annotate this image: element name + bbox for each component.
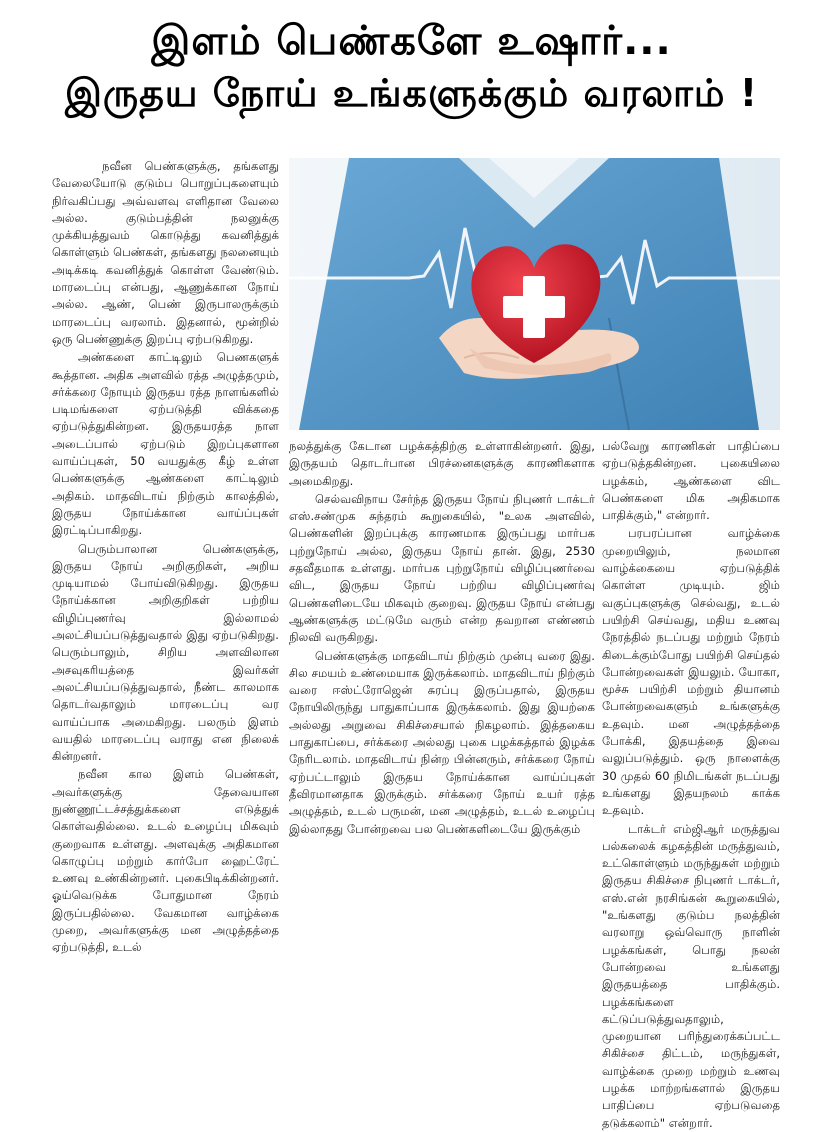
- paragraph: பெரும்பாலான பெண்களுக்கு, இருதய நோய் அறிகுறிகள், அறிய முடியாமல் போய்விடுகிறது. இருதய நோய்க்கான அறிகுறிகள் பற்றிய விழிப்புணர்வு இல்லாமல் அலட்சியப்படுத்துவதால் இது ஏற்படுகிறது. பெரும்பாலும், சிறிய அளவிலான அசவுகரியத்தை இவர்கள் அலட்சியப்படுத்துவதால், நீண்ட காலமாக தொடர்வதாலும் மாரடைப்பு வர வாய்ப்பாக அமைகிறது. பலரும் இளம் வயதில் மாரடைப்பு வராது என நிலைக் கின்றனர்.: [52, 541, 279, 764]
- headline-line-2: இருதய நோய் உங்களுக்கும் வரலாம் !: [64, 71, 759, 115]
- paragraph: பரபரப்பான வாழ்க்கை முறையிலும், நலமான வாழ்க்கையை ஏற்படுத்திக் கொள்ள முடியும். ஜிம் வகுப்புகளுக்கு செல்வது, உடல் பயிற்சி செய்வது, மதிய உணவு நேரத்தில் நடப்பது மற்றும் நேரம் கிடைக்கும்போது பயிற்சி செய்தல் போன்றவைகள் இயலும். யோகா, மூச்சு பயிற்சி மற்றும் தியானம் போன்றவைகளும் உங்களுக்கு உதவும். மன அழுத்தத்தை போக்கி, இதயத்தை இவை வலுப்படுத்தும். ஒரு நாளைக்கு 30 முதல் 60 நிமிடங்கள் நடப்பது உங்களது இதயநலம் காக்க உதவும்.: [602, 526, 780, 818]
- headline-line-1: இளம் பெண்களே உஷார்...: [151, 18, 672, 64]
- article-column-2: [289, 438, 595, 1063]
- paragraph: நலத்துக்கு கேடான பழக்கத்திற்கு உள்ளாகின்றனர். இது, இருதயம் தொடர்பான பிரச்னைகளுக்கு காரணிகளாக அமைகிறது.: [289, 439, 595, 488]
- heart-in-hand-photo: [289, 158, 780, 430]
- article-column-1: [52, 158, 279, 1063]
- paragraph: பல்வேறு காரணிகள் பாதிப்பை ஏற்படுத்தகின்றன. புகையிலை பழக்கம், ஆண்களை விட பெண்களை மிக அதிகமாக பாதிக்கும்," என்றார்.: [602, 439, 780, 523]
- paragraph: நவீன கால இளம் பெண்கள், அவர்களுக்கு தேவையான நுண்ணூட்டச்சத்துக்களை எடுத்துக் கொள்வதில்லை. உடல் உழைப்பு மிகவும் குறைவாக உள்ளது. அளவுக்கு அதிகமான கொழுப்பு மற்றும் கார்போ ஹைட்ரேட் உணவு உண்கின்றனர். புகைபிடிக்கின்றனர். ஓய்வெடுக்க போதுமான நேரம் இருப்பதில்லை. வேகமான வாழ்க்கை முறை, அவர்களுக்கு மன அழுத்தத்தை ஏற்படுத்தி, உடல்: [52, 767, 279, 955]
- paragraph: டாக்டர் எம்ஜிஆர் மருத்துவ பல்கலைக் கழகத்தின் மருத்துவம், உட்கொள்ளும் மருந்துகள் மற்றும் இருதய சிகிச்சை நிபுணர் டாக்டர், எஸ்.என் நரசிங்கன் கூறுகையில், "உங்களது குடும்ப நலத்தின் வரலாறு ஒவ்வொரு நாளின் பழக்கங்கள், பொது நலன் போன்றவை உங்களது இருதயத்தை பாதிக்கும். பழக்கங்களை கட்டுப்படுத்துவதாலும், முறையான பரிந்துரைக்கப்பட்ட சிகிச்சை திட்டம், மருந்துகள், வாழ்க்கை முறை மற்றும் உணவு பழக்க மாற்றங்களால் இருதய பாதிப்பை ஏற்படுவதை தடுக்கலாம்" என்றார்.: [602, 821, 780, 1130]
- article-column-3: [602, 438, 780, 1130]
- paragraph: நவீன பெண்களுக்கு, தங்களது வேலையோடு குடும்ப பொறுப்புகளையும் நிர்வகிப்பது அவ்வளவு எளிதான வேலை அல்ல. குடும்பத்தின் நலனுக்கு முக்கியத்துவம் கொடுத்து கவனித்துக் கொள்ளும் பெண்கள், தங்களது நலனையும் அடிக்கடி கவனித்துக் கொள்ள வேண்டும். மாரடைப்பு என்பது, ஆணுக்கான நோய் அல்ல. ஆண், பெண் இருபாலருக்கும் மாரடைப்பு வரலாம். இதனால், மூன்றில் ஒரு பெண்ணுக்கு இறப்பு ஏற்படுகிறது.: [52, 159, 279, 346]
- headline: [0, 18, 823, 116]
- paragraph: பெண்களுக்கு மாதவிடாய் நிற்கும் முன்பு வரை இது. சில சமயம் உண்மையாக இருக்கலாம். மாதவிடாய் நிற்கும் வரை ஈஸ்ட்ரோஜென் சுரப்பு இருப்பதால், இருதய நோயிலிருந்து பாதுகாப்பாக இருக்கலாம். இது இயற்கை அல்லது அறுவை சிகிச்சையால் நிகழலாம். இத்தகைய பாதுகாப்பை, சர்க்கரை அல்லது புகை பழக்கத்தால் இழக்க நேரிடலாம். மாதவிடாய் நின்ற பின்னரும், சர்க்கரை நோய் ஏற்பட்டாலும் இருதய நோய்க்கான வாய்ப்புகள் தீவிரமானதாக இருக்கும். சர்க்கரை நோய் உயர் ரத்த அழுத்தம், உடல் பருமன், மன அழுத்தம், உடல் உழைப்பு இல்லாதது போன்றவை பல பெண்களிடையே இருக்கும்: [289, 648, 595, 836]
- paragraph: செல்வவிநாய சேர்ந்த இருதய நோய் நிபுணர் டாக்டர் எஸ்.சண்முக சுந்தரம் கூறுகையில், "உலக அளவில், பெண்களின் இறப்புக்கு காரணமாக இருப்பது மார்பக புற்றுநோய் அல்ல, இருதய நோய் தான். இது, 2530 சதவீதமாக உள்ளது. மார்பக புற்றுநோய் விழிப்புணர்வை விட, இருதய நோய் பற்றிய விழிப்புணர்வு பெண்களிடையே மிகவும் குறைவு. இருதய நோய் என்பது ஆண்களுக்கு மட்டுமே வரும் என்ற தவறான எண்ணம் நிலவி வருகிறது.: [289, 491, 595, 645]
- paragraph: அண்களை காட்டிலும் பெணகளுக் கூத்தான. அதிக அளவில் ரத்த அழுத்தமும், சர்க்கரை நோயும் இருதய ரத்த நாளங்களில் படிமங்களை ஏற்படுத்தி விக்கதை ஏற்படுத்துகின்றன. இருதயரத்த நாள அடைப்பால் ஏற்படும் இறப்புகளான வாய்ப்புகள், 50 வயதுக்கு கீழ் உள்ள பெண்களுக்கு ஆண்களை காட்டிலும் அதிகம். மாதவிடாய் நிற்கும் காலத்தில், இருதய நோய்க்கான வாய்ப்புகள் இரட்டிப்பாகிறது.: [52, 350, 279, 538]
